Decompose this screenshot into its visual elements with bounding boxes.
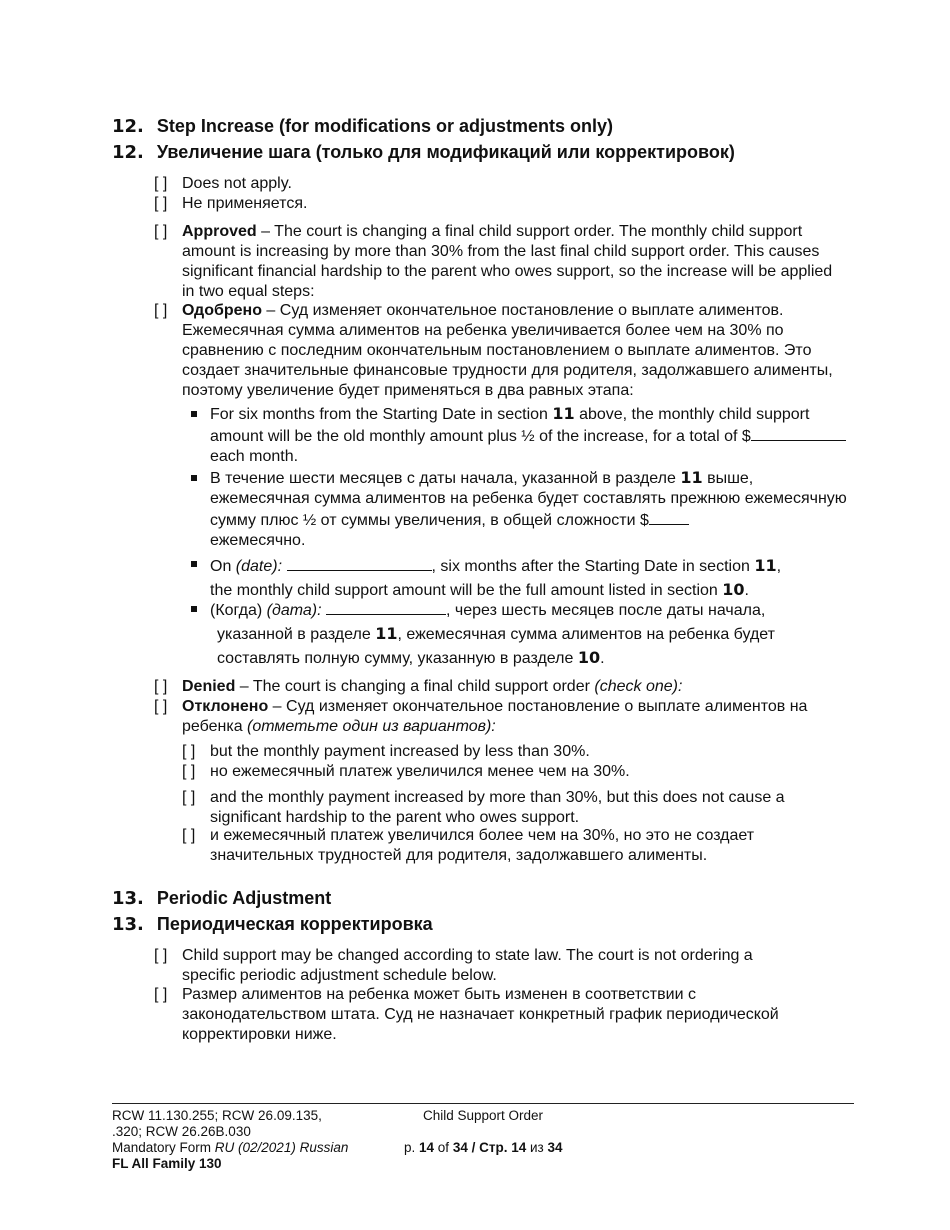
bullet-step-two-ru: (Когда) (дата): , через шесть месяцев после даты начала, указанной в разделе 11, ежемесячная сумма алиментов на ребенка будет составлять полную сумму, указанную в разделе 10. [210, 599, 850, 670]
option-periodic-state-law-en[interactable] [154, 946, 854, 986]
section-ref: 11 [680, 468, 703, 487]
section-ref: 11 [375, 624, 398, 643]
option-label: Размер алиментов на ребенка может быть изменен в соответствии с законодательством штата. Суд не назначает конкретный график периодической корректировки ниже. [182, 986, 779, 1043]
option-label: и ежемесячный платеж увеличился более чем на 30%, но это не создает значительных трудностей для родителя, задолжавшего алименты. [210, 827, 755, 864]
footer-divider [112, 1103, 854, 1104]
option-does-not-apply-en[interactable] [154, 174, 854, 194]
checkbox[interactable]: [ ] [182, 789, 196, 806]
section-number: 13. [112, 914, 144, 935]
section-13-heading-ru [112, 913, 433, 936]
option-description: – Суд изменяет окончательное постановление о выплате алиментов. Ежемесячная сумма алиментов на ребенка увеличивается более чем на 30% по сравнению с последним окончательным постановлением о выплате алиментов. Это создает значительные финансовые трудности для родителя, задолжавшего алименты, поэтому увеличение будет применяться в два равных этапа: [182, 302, 833, 399]
checkbox[interactable]: [ ] [154, 195, 168, 212]
denied-option-no-hardship-ru[interactable] [182, 826, 842, 866]
bullet-icon [191, 475, 197, 481]
option-label: Approved [182, 223, 257, 240]
checkbox[interactable]: [ ] [182, 763, 196, 780]
option-label: но ежемесячный платеж увеличился менее чем на 30%. [210, 763, 630, 780]
option-denied-ru[interactable] [154, 697, 854, 737]
option-does-not-apply-ru[interactable] [154, 194, 854, 214]
checkbox[interactable]: [ ] [154, 678, 168, 695]
section-ref: 10 [577, 648, 601, 667]
option-text: Отклонено – Суд изменяет окончательное постановление о выплате алиментов на ребенка (отметьте один из вариантов): [182, 698, 808, 735]
checkbox[interactable]: [ ] [154, 175, 168, 192]
option-approved-en[interactable] [154, 222, 844, 302]
denied-option-less-30-en[interactable] [182, 742, 842, 762]
section-number: 12. [112, 142, 144, 163]
option-label: Does not apply. [182, 175, 292, 192]
option-text [182, 301, 842, 401]
option-text [182, 222, 842, 302]
option-label: but the monthly payment increased by less than 30%. [210, 743, 590, 760]
denied-option-no-hardship-en[interactable] [182, 788, 842, 828]
option-periodic-state-law-ru[interactable] [154, 985, 854, 1045]
date-blank-en[interactable] [287, 555, 432, 571]
bullet-step-one-ru: В течение шести месяцев с даты начала, указанной в разделе 11 выше, ежемесячная сумма алиментов на ребенка будет составлять прежнюю ежемесячную сумму плюс ½ от суммы увеличения, в общей сложности $ ежемесячно. [210, 468, 847, 549]
option-denied-en[interactable] [154, 677, 854, 697]
checkbox[interactable]: [ ] [154, 223, 168, 240]
denied-option-less-30-ru[interactable] [182, 762, 842, 782]
bullet-step-one-en: For six months from the Starting Date in section 11 above, the monthly child support amount will be the old monthly amount plus ½ of the increase, for a total of $ each month. [210, 404, 850, 467]
bullet-step-two-en: On (date): , six months after the Starting Date in section 11, the monthly child support amount will be the full amount listed in section 10. [210, 556, 782, 599]
section-number: 13. [112, 888, 144, 909]
option-approved-ru[interactable] [154, 301, 844, 401]
footer-doc-title: Child Support Order [423, 1108, 544, 1123]
bullet-icon [191, 561, 197, 567]
checkbox[interactable]: [ ] [154, 698, 168, 715]
checkbox[interactable]: [ ] [154, 947, 168, 964]
checkbox[interactable]: [ ] [154, 986, 168, 1003]
footer-statutes: .320; RCW 26.26B.030 [112, 1124, 251, 1139]
section-13-heading-en [112, 887, 331, 910]
section-ref: 11 [552, 404, 575, 423]
section-12-heading-ru [112, 141, 735, 164]
footer-left [112, 1108, 412, 1172]
section-title: Step Increase (for modifications or adjustments only) [156, 116, 613, 136]
option-label: Одобрено [182, 302, 262, 319]
footer-form-id: FL All Family 130 [112, 1156, 222, 1171]
section-title: Периодическая корректировка [156, 914, 433, 934]
bullet-icon [191, 606, 197, 612]
footer-form-type: Mandatory Form RU (02/2021) Russian [112, 1140, 349, 1155]
footer-statutes: RCW 11.130.255; RCW 26.09.135, [112, 1108, 322, 1123]
option-label: Не применяется. [182, 195, 308, 212]
section-title: Увеличение шага (только для модификаций или корректировок) [156, 142, 735, 162]
option-label: Отклонено [182, 698, 269, 715]
date-blank-ru[interactable] [326, 599, 446, 615]
checkbox[interactable]: [ ] [182, 743, 196, 760]
section-12-heading-en [112, 115, 613, 138]
amount-blank-en[interactable] [751, 425, 846, 441]
checkbox[interactable]: [ ] [154, 302, 168, 319]
option-label: and the monthly payment increased by more than 30%, but this does not cause a significant hardship to the parent who owes support. [210, 789, 785, 826]
option-text: Denied – The court is changing a final child support order (check one): [182, 678, 683, 695]
section-number: 12. [112, 116, 144, 137]
bullet-icon [191, 411, 197, 417]
amount-blank-ru[interactable] [649, 509, 689, 525]
section-title: Periodic Adjustment [156, 888, 332, 908]
option-description: – The court is changing a final child support order. The monthly child support amount is increasing by more than 30% from the last final child support order. This causes significant financial hardship to the parent who owes support, so the increase will be applied in two equal steps: [182, 223, 833, 300]
footer-page-number: p. 14 of 34 / Стр. 14 из 34 [404, 1140, 563, 1155]
option-label: Child support may be changed according to state law. The court is not ordering a specific periodic adjustment schedule below. [182, 947, 753, 984]
checkbox[interactable]: [ ] [182, 827, 196, 844]
section-ref: 10 [722, 580, 745, 599]
option-label: Denied [182, 678, 236, 695]
section-ref: 11 [754, 556, 777, 575]
